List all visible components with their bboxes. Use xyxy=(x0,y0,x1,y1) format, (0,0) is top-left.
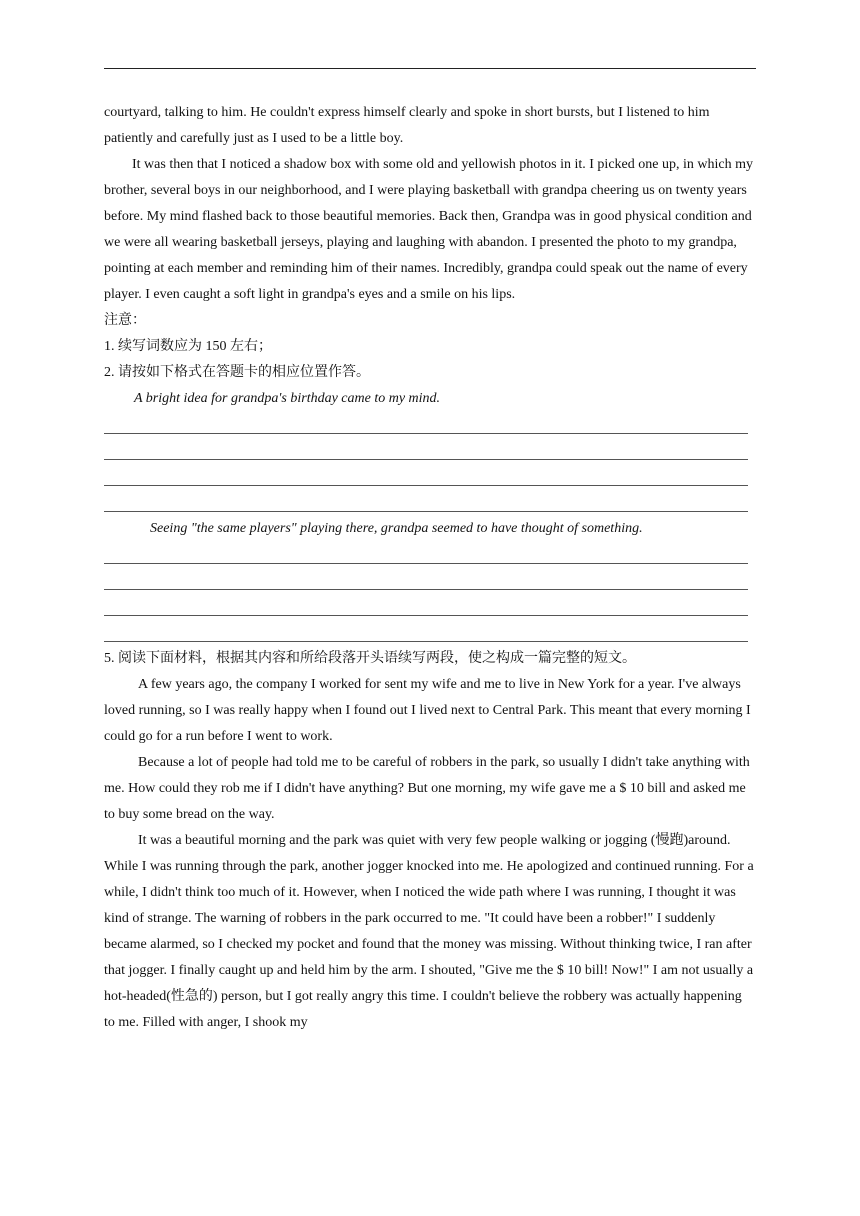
header-rule xyxy=(104,68,756,69)
question-5-paragraph: It was a beautiful morning and the park was quiet with very few people walking or jogging (慢跑)around. While I was running through the park, another jogger knocked into me. He apologized and continued running. For a while, I didn't think too much of it. However, when I noticed the wide path where I was running, I thought it was kind of strange. The warning of robbers in the park occurred to me. "It could have been a robber!" I suddenly became alarmed, so I checked my pocket and found that the money was missing. Without thinking twice, I ran after that jogger. I finally caught up and held him by the arm. I shouted, "Give me the $ 10 bill! Now!" I am not usually a hot-headed(性急的) person, but I got really angry this time. I couldn't believe the robbery was actually happening to me. Filled with anger, I shook my xyxy=(104,833,754,1030)
continuation-prompt-first: A bright idea for grandpa's birthday came to my mind. xyxy=(134,391,441,406)
answer-lines-first xyxy=(104,412,756,516)
answer-lines-second xyxy=(104,542,756,646)
question-5-instruction: 5. 阅读下面材料，根据其内容和所给段落开头语续写两段，使之构成一篇完整的短文。 xyxy=(104,651,636,666)
answer-line[interactable] xyxy=(104,568,756,594)
question-5-paragraph: Because a lot of people had told me to be careful of robbers in the park, so usually I didn't take anything with me. How could they rob me if I didn't have anything? But one morning, my wife gave me a $ 10 bill and asked me to buy some bread on the way. xyxy=(104,755,750,822)
notes-item: 1. 续写词数应为 150 左右； xyxy=(104,339,272,354)
answer-line[interactable] xyxy=(104,490,756,516)
question-5-paragraph: A few years ago, the company I worked for sent my wife and me to live in New York for a year. I've always loved running, so I was really happy when I found out I lived next to Central Park. This meant that every morning I could go for a run before I went to work. xyxy=(104,677,751,744)
answer-line[interactable] xyxy=(104,438,756,464)
notes-heading: 注意： xyxy=(104,313,146,328)
passage-paragraph: It was then that I noticed a shadow box with some old and yellowish photos in it. I picked one up, in which my brother, several boys in our neighborhood, and I were playing basketball with grandpa cheering us on twenty years before. My mind flashed back to those beautiful memories. Back then, Grandpa was in good physical condition and we were all wearing basketball jerseys, playing and laughing with abandon. I presented the photo to my grandpa, pointing at each member and reminding him of their names. Incredibly, grandpa could speak out the name of every player. I even caught a soft light in grandpa's eyes and a smile on his lips. xyxy=(104,157,753,302)
answer-line[interactable] xyxy=(104,594,756,620)
answer-line[interactable] xyxy=(104,542,756,568)
answer-line[interactable] xyxy=(104,464,756,490)
continuation-prompt-second: Seeing "the same players" playing there, grandpa seemed to have thought of something. xyxy=(150,521,643,536)
page-content xyxy=(104,100,756,1036)
answer-line[interactable] xyxy=(104,620,756,646)
passage-paragraph-continued: courtyard, talking to him. He couldn't express himself clearly and spoke in short bursts, but I listened to him patiently and carefully just as I used to be a little boy. xyxy=(104,105,710,146)
notes-item: 2. 请按如下格式在答题卡的相应位置作答。 xyxy=(104,365,370,380)
answer-line[interactable] xyxy=(104,412,756,438)
